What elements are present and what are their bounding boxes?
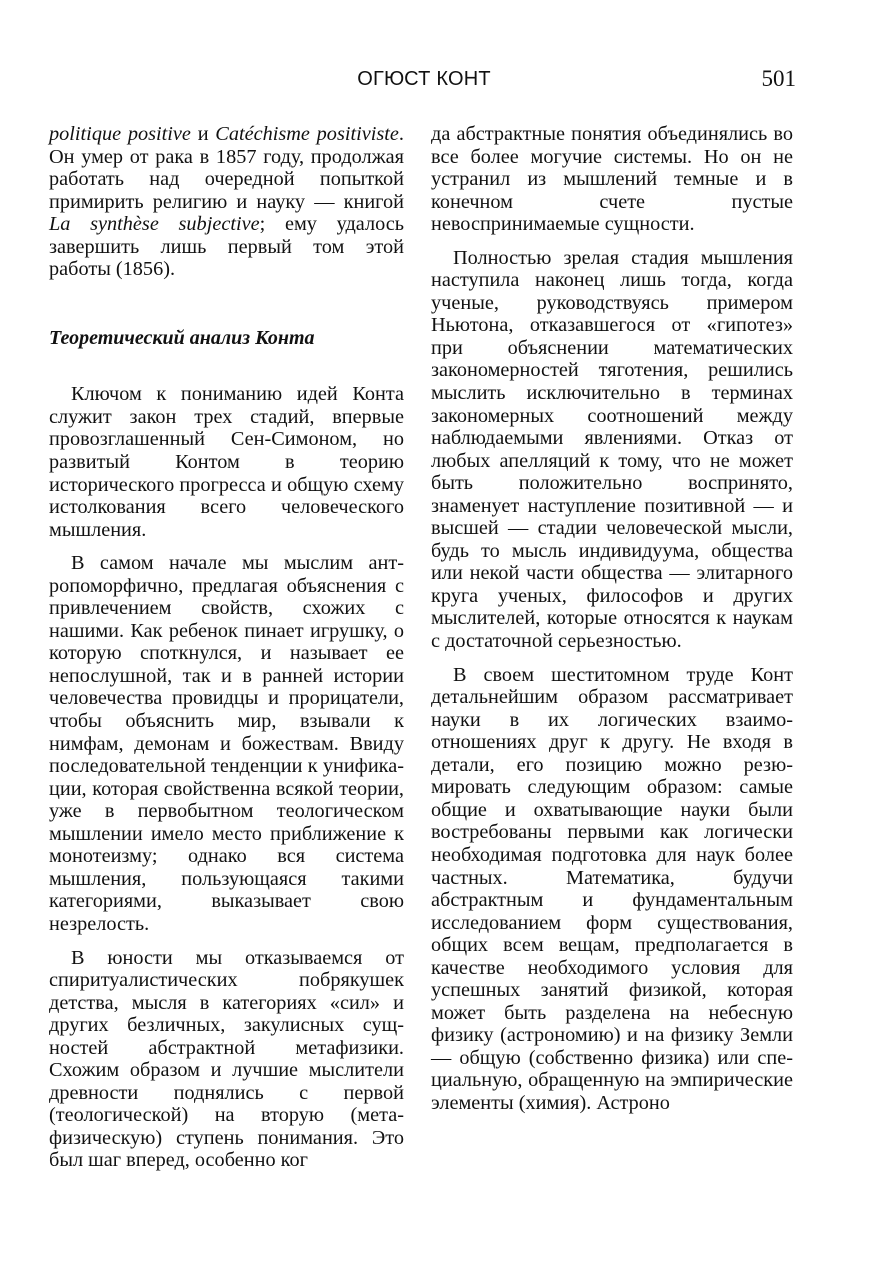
page-header (52, 68, 796, 98)
intro-text-2: . Он умер от рака в 1857 году, продолжая работать над очередной попыткой примирить религию и науку — книгой (49, 123, 404, 213)
left-column (49, 123, 404, 1172)
paragraph-youth: В юности мы отказываемся от спиритуалистических побрякушек детства, мысля в категориях «сил» и других безличных, закулисных сущностей абстрактной метафизики. Схожим образом и лучшие мыслители древности поднялись с первой (теологической) на вторую (метафизическую) ступень понимания. Это был шаг вперед, особенно ког (49, 946, 404, 1172)
page-number: 501 (761, 66, 796, 91)
intro-text-1: и (190, 123, 216, 145)
running-title: ОГЮСТ КОНТ (357, 68, 491, 90)
paragraph-anthropomorphic: В самом начале мы мыслим антропоморфично, предлагая объяснения с привлечением свойств, схожих с нашими. Как ребенок пинает игрушку, о которую споткнулся, и называет ее непослушной, так и в ранней истории человечества провидцы и прорицатели, чтобы объяснить мир, взывали к нимфам, демонам и божествам. Ввиду последовательной тенденции к унификации, которая свойственна всякой теории, уже в первобытном теологическом мышлении имело место приближение к монотеизму; однако вся система мышления, пользующаяся такими категориями, выказывает свою незрелость. (49, 552, 404, 935)
paragraph-three-stages: Ключом к пониманию идей Конта служит закон трех стадий, впервые провозглашенный Сен-Симоном, но развитый Контом в теорию исторического прогресса и общую схему истолкования всего человеческого мышления. (49, 383, 404, 541)
section-heading: Теоретический анализ Конта (49, 326, 315, 349)
paragraph-six-volumes: В своем шеститомном труде Конт детальнейшим образом рассматривает науки в их логических взаимоотношениях друг к другу. Не входя в детали, его позицию можно резюмировать следующим образом: самые общие и охватывающие науки были востребованы первыми как логически необходимая подготовка для наук более частных. Математика, будучи абстрактным и фундаментальным исследованием форм существования, общих всем вещам, предполагается в качестве необходимого условия для успешных занятий физикой, которая может быть разделена на небесную физику (астрономию) и на физику Земли — общую (собственно физика) или специальную, обращенную на эмпирические элементы (химия). Астроно (431, 663, 793, 1114)
paragraph-mature-stage: Полностью зрелая стадия мышления наступила наконец лишь тогда, когда ученые, руководствуясь примером Ньютона, отказавшегося от «гипотез» при объяснении математических закономерностей тяготения, решились мыслить исключительно в терминах закономерных соотношений между наблюдаемыми явлениями. Отказ от любых апелляций к тому, что не может быть положительно воспринято, знаменует наступление позитивной — и высшей — стадии человеческой мысли, будь то мысль индивидуума, общества или некой части общества — элитарного круга ученых, философов и других мыслителей, которые относятся к наукам с достаточной серьезностью. (431, 246, 793, 653)
intro-paragraph (49, 123, 404, 281)
book-title-synthese: La synthèse subjective (49, 213, 260, 236)
book-title-politique: politique positive (49, 123, 191, 145)
paragraph-continuation: да абстрактные понятия объединялись во все более могучие системы. Но он не устранил из мышлений темные и в конечном счете пустые невоспринимаемые сущности. (431, 123, 793, 236)
book-title-catechisme: Catéchisme positiviste (215, 123, 399, 145)
right-column (431, 123, 793, 1115)
intro-text-3: ; ему удалось завершить лишь первый том этой работы (1856). (49, 213, 404, 281)
